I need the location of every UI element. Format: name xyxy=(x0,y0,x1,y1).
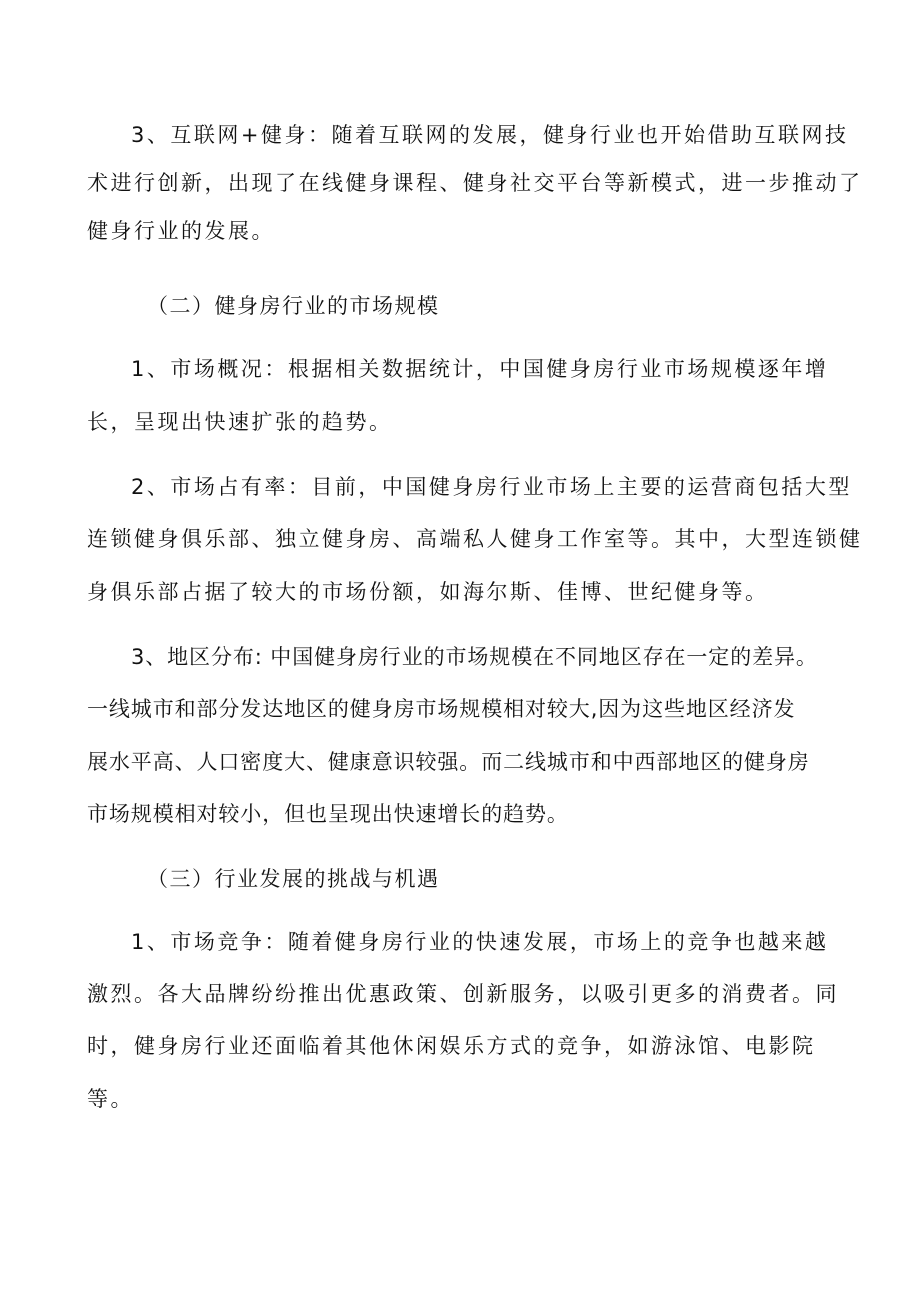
text-line: 1、市场概况：根据相关数据统计，中国健身房行业市场规模逐年增 xyxy=(131,357,829,381)
text-line: 2、市场占有率：目前，中国健身房行业市场上主要的运营商包括大型 xyxy=(131,475,852,499)
text-line: 3、互联网+健身：随着互联网的发展，健身行业也开始借助互联网技 xyxy=(131,123,849,147)
text-line: 1、市场竞争：随着健身房行业的快速发展，市场上的竞争也越来越 xyxy=(131,930,829,954)
text-line: 长，呈现出快速扩张的趋势。 xyxy=(87,410,393,434)
text-line: 等。 xyxy=(87,1087,134,1111)
text-line: 时，健身房行业还面临着其他休闲娱乐方式的竞争，如游泳馆、电影院 xyxy=(87,1034,816,1058)
text-line: 连锁健身俱乐部、独立健身房、高端私人健身工作室等。其中，大型连锁健 xyxy=(87,527,863,551)
text-line: 展水平高、人口密度大、健康意识较强。而二线城市和中西部地区的健身房 xyxy=(87,750,810,774)
section-heading-market-scale: （二）健身房行业的市场规模 xyxy=(147,294,440,318)
text-line: 健身行业的发展。 xyxy=(87,219,275,243)
text-line: 激烈。各大品牌纷纷推出优惠政策、创新服务，以吸引更多的消费者。同 xyxy=(87,982,839,1006)
text-line: 市场规模相对较小，但也呈现出快速增长的趋势。 xyxy=(87,802,569,826)
text-line: 一线城市和部分发达地区的健身房市场规模相对较大,因为这些地区经济发 xyxy=(87,697,796,721)
text-line: 3、地区分布: 中国健身房行业的市场规模在不同地区存在一定的差异。 xyxy=(131,645,818,669)
text-line: 术进行创新，出现了在线健身课程、健身社交平台等新模式，进一步推动了 xyxy=(87,171,863,195)
text-line: 身俱乐部占据了较大的市场份额，如海尔斯、佳博、世纪健身等。 xyxy=(87,580,769,604)
section-heading-challenges-opportunities: （三）行业发展的挑战与机遇 xyxy=(147,867,440,891)
